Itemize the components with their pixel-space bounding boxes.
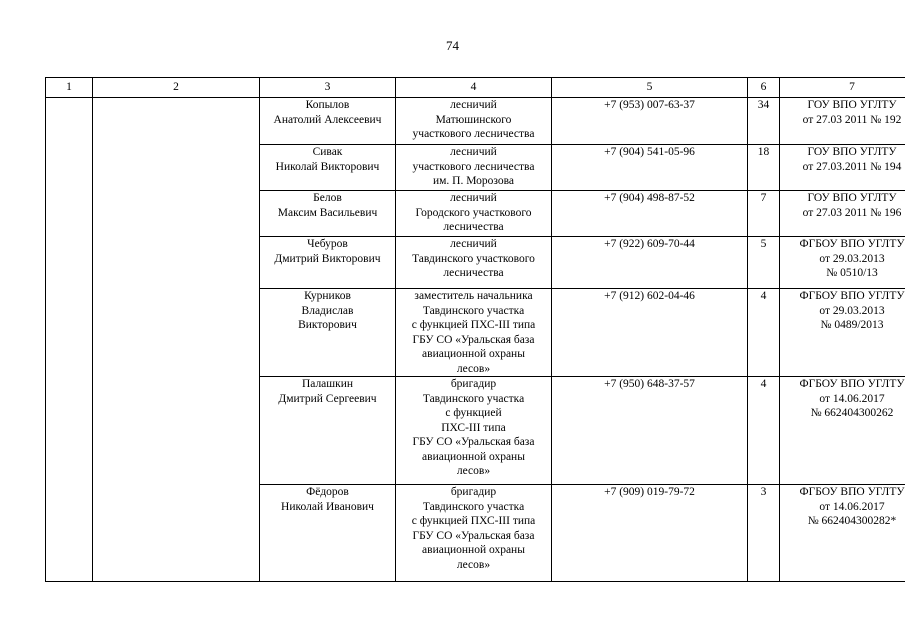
education-line: ФГБОУ ВПО УГЛТУ [799,238,905,250]
name-line: Дмитрий Сергеевич [278,392,377,405]
education-line: № 0489/2013 [820,319,884,331]
name-line: Викторович [298,319,357,331]
education-line: № 0510/13 [826,267,878,279]
staff-table [45,77,905,582]
education-line: ГОУ ВПО УГЛТУ [807,146,897,158]
experience-cell: 18 [748,145,780,191]
position-line: бригадир [450,486,497,498]
phone-cell: +7 (953) 007-63-37 [552,98,748,145]
name-cell [260,289,396,377]
staff-table-body [46,98,905,582]
column-number-row [46,78,905,98]
position-line: бригадир [450,378,497,390]
position-line: участкового лесничества [412,128,535,140]
position-cell [396,145,552,191]
position-line: с функцией ПХС-III типа [411,515,536,527]
name-line: Чебуров [307,238,348,250]
column-number-4: 4 [396,78,552,98]
education-cell [780,377,905,485]
education-cell [780,237,905,289]
position-line: ГБУ СО «Уральская база [412,333,535,346]
position-line: лесничий [450,146,497,158]
education-line: ФГБОУ ВПО УГЛТУ [799,290,905,302]
education-cell [780,191,905,237]
position-line: лесов» [456,465,491,477]
education-line: ГОУ ВПО УГЛТУ [807,192,897,204]
position-line: ГБУ СО «Уральская база [412,436,535,448]
name-cell [260,237,396,289]
position-line: лесов» [456,558,491,571]
name-line: Копылов [305,99,350,111]
position-line: ПХС-III типа [441,421,506,434]
experience-cell: 7 [748,191,780,237]
education-line: ФГБОУ ВПО УГЛТУ [799,486,905,498]
column-1-cell [46,98,93,582]
position-cell [396,377,552,485]
column-number-3: 3 [260,78,396,98]
education-line: № 662404300262 [810,407,894,419]
column-number-1: 1 [46,78,93,98]
name-cell [260,145,396,191]
education-line: от 27.03.2011 № 194 [802,160,902,173]
experience-cell: 5 [748,237,780,289]
name-line: Палашкин [301,378,354,390]
name-cell [260,191,396,237]
education-cell [780,485,905,582]
education-line: от 14.06.2017 [819,500,885,513]
position-line: им. П. Морозова [432,175,515,187]
position-cell [396,289,552,377]
position-line: лесничий [450,192,497,204]
phone-cell: +7 (904) 541-05-96 [552,145,748,191]
education-cell [780,98,905,145]
position-line: заместитель начальника [414,290,533,302]
experience-cell: 4 [748,289,780,377]
name-line: Николай Викторович [275,160,380,173]
education-line: от 29.03.2013 [819,252,885,265]
education-line: ГОУ ВПО УГЛТУ [807,99,897,111]
position-line: ГБУ СО «Уральская база [412,529,535,542]
column-number-5: 5 [552,78,748,98]
education-cell [780,289,905,377]
name-line: Фёдоров [306,486,349,498]
education-line: ФГБОУ ВПО УГЛТУ [799,378,905,390]
education-line: № 662404300282* [807,515,897,527]
table-row [46,98,905,145]
phone-cell: +7 (909) 019-79-72 [552,485,748,582]
name-line: Белов [313,192,342,204]
position-cell [396,237,552,289]
column-2-cell [93,98,260,582]
position-line: лесничий [450,238,497,250]
position-line: Тавдинского участкового [412,252,535,265]
experience-cell: 34 [748,98,780,145]
phone-cell: +7 (950) 648-37-57 [552,377,748,485]
page-number: 74 [446,38,459,53]
position-line: Тавдинского участка [422,392,525,405]
name-cell [260,98,396,145]
position-line: авиационной охраны [422,348,525,360]
position-line: участкового лесничества [412,160,535,173]
position-line: Тавдинского участка [422,304,525,317]
name-cell [260,485,396,582]
phone-cell: +7 (922) 609-70-44 [552,237,748,289]
name-line: Курников [304,290,351,302]
education-cell [780,145,905,191]
name-line: Максим Васильевич [277,206,378,219]
position-line: авиационной охраны [422,450,525,463]
position-line: лесов» [456,362,491,375]
position-line: лесничий [450,99,497,111]
name-cell [260,377,396,485]
position-line: лесничества [443,221,504,233]
position-line: лесничества [443,267,504,279]
education-line: от 29.03.2013 [819,304,885,317]
experience-cell: 4 [748,377,780,485]
position-line: с функцией ПХС-III типа [411,319,536,331]
position-cell [396,98,552,145]
name-line: Владислав [301,304,354,317]
column-number-2: 2 [93,78,260,98]
education-line: от 14.06.2017 [819,392,885,405]
position-cell [396,485,552,582]
name-line: Николай Иванович [281,500,374,513]
position-line: Тавдинского участка [422,500,525,513]
position-line: Матюшинского [435,113,512,126]
column-number-7: 7 [780,78,905,98]
position-line: с функцией [445,407,502,419]
phone-cell: +7 (904) 498-87-52 [552,191,748,237]
experience-cell: 3 [748,485,780,582]
name-line: Сивак [312,146,343,158]
name-line: Анатолий Алексеевич [273,113,382,126]
education-line: от 27.03 2011 № 192 [802,113,902,126]
position-line: Городского участкового [415,206,532,219]
column-number-6: 6 [748,78,780,98]
position-cell [396,191,552,237]
education-line: от 27.03 2011 № 196 [802,206,902,219]
name-line: Дмитрий Викторович [274,252,381,265]
position-line: авиационной охраны [422,544,525,556]
phone-cell: +7 (912) 602-04-46 [552,289,748,377]
